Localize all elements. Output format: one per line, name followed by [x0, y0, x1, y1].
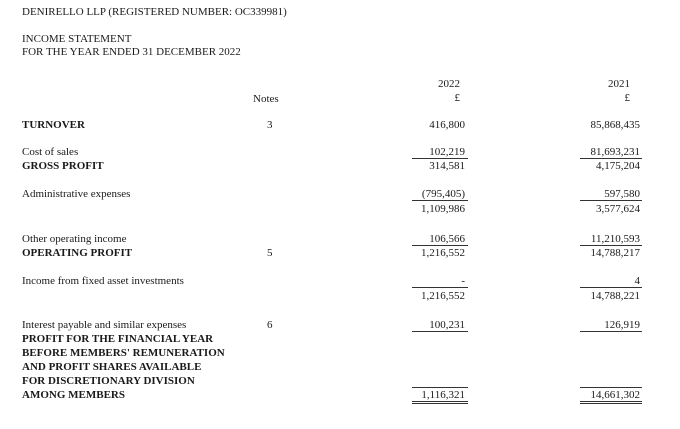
profit-label-line-5: AMONG MEMBERS	[22, 389, 125, 401]
year-current-header: 2022	[438, 78, 460, 90]
interest-payable-label: Interest payable and similar expenses	[22, 319, 187, 331]
profit-final-prior: 14,661,302	[590, 389, 640, 401]
subtotal-2-prior: 14,788,221	[590, 290, 640, 302]
rule-current-2	[412, 200, 468, 201]
rule-prior-4	[580, 287, 642, 288]
rule-current-4	[412, 287, 468, 288]
interest-payable-note: 6	[267, 319, 273, 331]
year-prior-header: 2021	[608, 78, 630, 90]
turnover-note: 3	[267, 119, 273, 131]
other-income-label: Other operating income	[22, 233, 127, 245]
operating-profit-current: 1,216,552	[421, 247, 465, 259]
admin-expenses-prior: 597,580	[604, 188, 640, 200]
subtotal-2-current: 1,216,552	[421, 290, 465, 302]
interest-payable-prior: 126,919	[604, 319, 640, 331]
profit-label-line-1: PROFIT FOR THE FINANCIAL YEAR	[22, 333, 214, 345]
cost-of-sales-current: 102,219	[429, 146, 465, 158]
fixed-assets-income-prior: 4	[634, 275, 640, 287]
admin-expenses-current: (795,405)	[421, 188, 465, 200]
turnover-current: 416,800	[429, 119, 465, 131]
gross-profit-label: GROSS PROFIT	[22, 160, 104, 172]
interest-payable-current: 100,231	[429, 319, 465, 331]
gross-profit-current: 314,581	[429, 160, 465, 172]
profit-label-line-2: BEFORE MEMBERS' REMUNERATION	[22, 347, 225, 359]
double-rule-prior	[580, 401, 642, 404]
operating-profit-label: OPERATING PROFIT	[22, 247, 133, 259]
operating-profit-prior: 14,788,217	[590, 247, 640, 259]
profit-label-line-3: AND PROFIT SHARES AVAILABLE	[22, 361, 202, 373]
profit-final-current: 1,116,321	[421, 389, 465, 401]
cost-of-sales-prior: 81,693,231	[590, 146, 640, 158]
operating-profit-note: 5	[267, 247, 273, 259]
subtotal-1-prior: 3,577,624	[596, 203, 640, 215]
notes-header: Notes	[253, 93, 279, 105]
currency-prior-header: £	[624, 92, 630, 104]
cost-of-sales-label: Cost of sales	[22, 146, 79, 158]
rule-prior-5	[580, 331, 642, 332]
rule-prior-2	[580, 200, 642, 201]
profit-label-line-4: FOR DISCRETIONARY DIVISION	[22, 375, 195, 387]
double-rule-current	[412, 401, 468, 404]
rule-current-5	[412, 331, 468, 332]
statement-title: INCOME STATEMENT	[22, 33, 132, 45]
subtotal-1-current: 1,109,986	[421, 203, 465, 215]
gross-profit-prior: 4,175,204	[596, 160, 640, 172]
currency-current-header: £	[454, 92, 460, 104]
admin-expenses-label: Administrative expenses	[22, 188, 131, 200]
statement-subtitle: FOR THE YEAR ENDED 31 DECEMBER 2022	[22, 46, 241, 58]
fixed-assets-income-current: -	[461, 275, 465, 287]
turnover-label: TURNOVER	[22, 119, 85, 131]
other-income-current: 106,566	[429, 233, 465, 245]
fixed-assets-income-label: Income from fixed asset investments	[22, 275, 184, 287]
other-income-prior: 11,210,593	[590, 233, 640, 245]
turnover-prior: 85,868,435	[590, 119, 640, 131]
company-name: DENIRELLO LLP (REGISTERED NUMBER: OC339981)	[22, 6, 287, 18]
